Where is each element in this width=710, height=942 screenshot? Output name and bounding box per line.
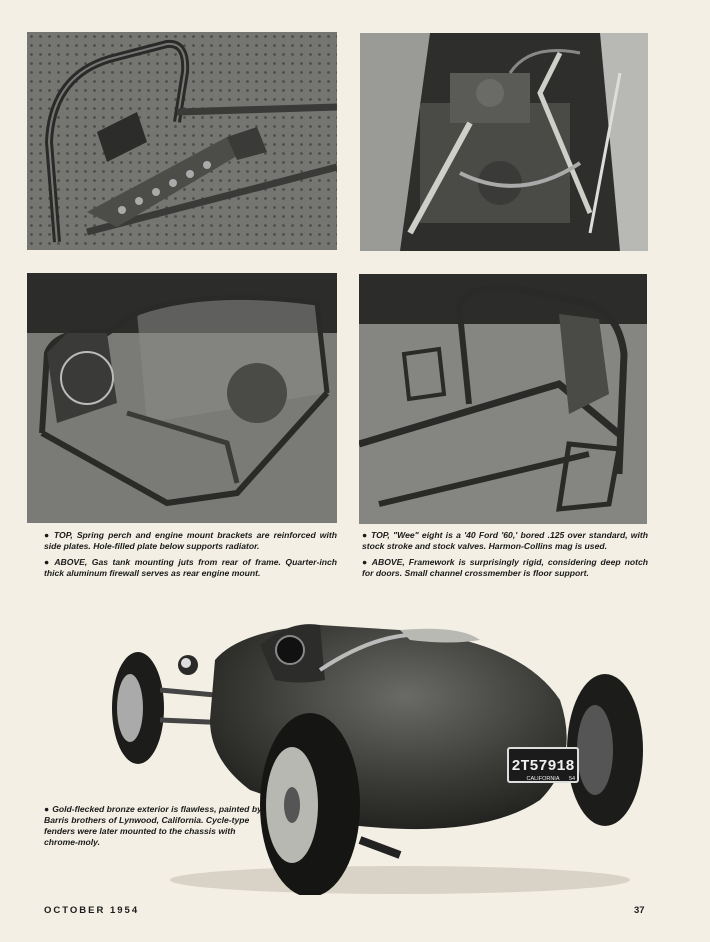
license-plate-state: CALIFORNIA [526,776,560,782]
photo-engine-v8 [360,33,648,251]
photo-frame-rear-firewall [27,273,337,523]
bullet-icon: ● [362,557,369,567]
page-number: 37 [634,905,645,916]
license-plate-year: 54 [568,776,576,782]
photo-frame-door-notch [359,274,647,524]
caption-top-left: ● TOP, Spring perch and engine mount brackets are reinforced with side plates. Hole-filled plate below supports radiator. [44,530,337,551]
caption-main-car: ● Gold-flecked bronze exterior is flawless, painted by Barris brothers of Lynwood, California. Cycle-type fenders were later mounted to the chassis with chrome-moly. [44,804,262,847]
bullet-icon: ● [362,530,369,540]
bullet-icon: ● [44,804,50,814]
photo-main-race-car [100,610,660,895]
caption-above-left: ● ABOVE, Gas tank mounting juts from rear of frame. Quarter-inch thick aluminum firewall serves as rear engine mount. [44,557,337,578]
photo-frame-front-brackets [27,32,337,250]
license-plate-number: 2T57918 [511,758,575,775]
caption-top-right: ● TOP, "Wee" eight is a '40 Ford '60,' bored .125 over standard, with stock stroke and stock valves. Harmon-Collins mag is used. [362,530,648,551]
issue-date: OCTOBER 1954 [44,905,140,916]
bullet-icon: ● [44,557,52,567]
caption-above-right: ● ABOVE, Framework is surprisingly rigid, considering deep notch for doors. Small channel crossmember is floor support. [362,557,648,578]
bullet-icon: ● [44,530,51,540]
